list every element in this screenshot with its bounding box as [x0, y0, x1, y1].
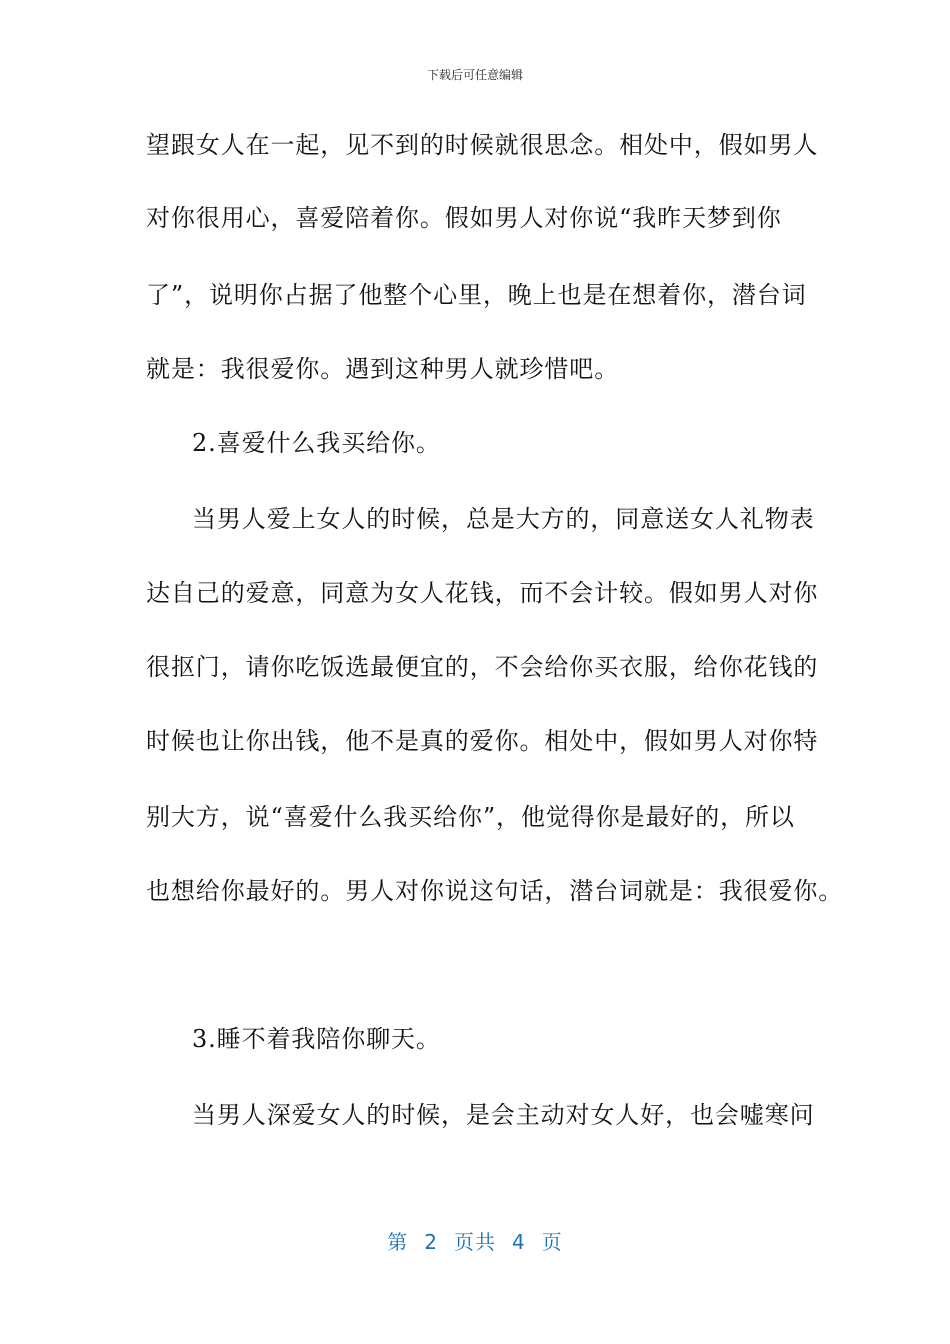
- page-header: 下载后可任意编辑: [426, 68, 523, 82]
- body-line-2: 对你很用心，喜爱陪着你。假如男人对你说“我昨天梦到你: [146, 204, 782, 232]
- body-line-9: 时候也让你出钱，他不是真的爱你。相处中，假如男人对你特: [146, 727, 819, 755]
- section-heading-3: 3.睡不着我陪你聊天。: [192, 1025, 441, 1053]
- body-line-11: 也想给你最好的。男人对你说这句话，潜台词就是：我很爱你。: [146, 877, 844, 905]
- body-line-8: 很抠门，请你吃饭选最便宜的，不会给你买衣服，给你花钱的: [146, 653, 819, 681]
- footer-middle: 页共: [454, 1230, 496, 1254]
- body-line-1: 望跟女人在一起，见不到的时候就很思念。相处中，假如男人: [146, 131, 819, 159]
- body-line-6: 当男人爱上女人的时候，总是大方的，同意送女人礼物表: [192, 505, 815, 533]
- body-line-13: 当男人深爱女人的时候，是会主动对女人好，也会嘘寒问: [192, 1101, 815, 1129]
- body-line-10: 别大方，说“喜爱什么我买给你”，他觉得你是最好的，所以: [146, 803, 795, 831]
- footer-page-number: 2: [424, 1230, 438, 1254]
- body-line-7: 达自己的爱意，同意为女人花钱，而不会计较。假如男人对你: [146, 579, 819, 607]
- section-heading-2: 2.喜爱什么我买给你。: [192, 429, 441, 457]
- footer-suffix: 页: [541, 1230, 563, 1254]
- body-line-3: 了”，说明你占据了他整个心里，晚上也是在想着你，潜台词: [146, 281, 807, 309]
- footer-total-pages: 4: [512, 1230, 526, 1254]
- body-line-4: 就是：我很爱你。遇到这种男人就珍惜吧。: [146, 355, 620, 383]
- page-footer: [0, 1226, 950, 1255]
- footer-prefix: 第: [387, 1230, 409, 1254]
